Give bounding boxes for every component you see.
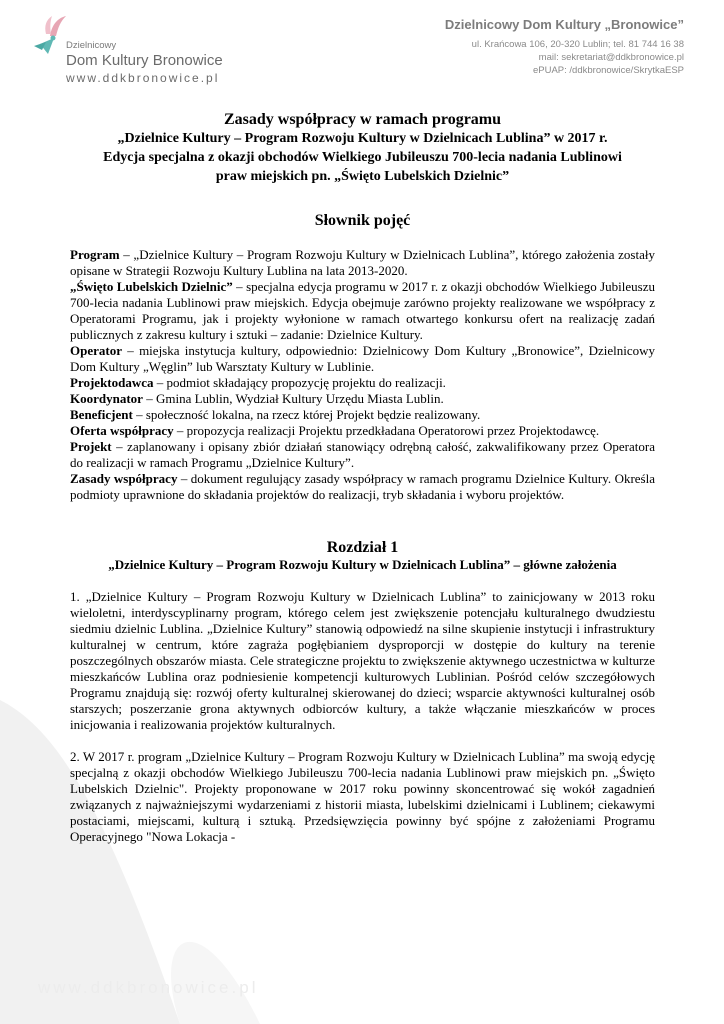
glossary-term: Projekt [70,439,112,454]
footer-watermark-url: www.ddkbronowice.pl [38,978,259,997]
glossary-definition: – miejska instytucja kultury, odpowiednio: Dzielnicowy Dom Kultury „Bronowice”, Dzielnicowy Dom Kultury „Węglin” lub Warsztaty Kultury w Lublinie. [70,343,655,374]
glossary-term: Operator [70,343,122,358]
title-line-1: Zasady współpracy w ramach programu [223,111,502,128]
chapter-paragraph-2: 2. W 2017 r. program „Dzielnice Kultury – Program Rozwoju Kultury w Dzielnicach Lublina” ma swoją edycję specjalną z okazji obchodów Wielkiego Jubileuszu 700-lecia nadania Lublinowi praw miejskich pn. „Święto Lubelskich Dzielnic". Projekty proponowane w 2017 roku powinny skoncentrować się wokół zagadnień związanych z najważniejszymi wydarzeniami z historii miasta, lubelskimi dzielnicami i Lublinem; ciekawymi postaciami, miejscami, kulturą i sztuką. Przedsięwzięcia powinny być spójne z założeniami Programu Operacyjnego "Nowa Lokacja - [70,749,655,844]
glossary-definition: – zaplanowany i opisany zbiór działań stanowiący odrębną całość, zakwalifikowany przez Operatora do realizacji w ramach Programu „Dzielnice Kultury”. [70,439,655,470]
logo-bird-icon [34,14,68,64]
document-title [70,110,655,186]
logo-name: Dom Kultury Bronowice [66,52,223,69]
organization-name: Dzielnicowy Dom Kultury „Bronowice” [444,17,684,32]
title-line-3: Edycja specjalna z okazji obchodów Wielkiego Jubileuszu 700-lecia nadania Lublinowi [103,150,622,165]
glossary-definition: – „Dzielnice Kultury – Program Rozwoju Kultury w Dzielnicach Lublina”, którego założenia zostały opisane w Strategii Rozwoju Kultury Lublina na lata 2013-2020. [70,247,655,278]
glossary-heading: Słownik pojęć [314,212,411,229]
glossary-definition: – dokument regulujący zasady współpracy w ramach programu Dzielnice Kultury. Określa podmioty uprawnione do składania projektów do realizacji, tryb składania i wyboru projektów. [70,471,655,502]
glossary-term: Program [70,247,120,262]
glossary-list [70,247,655,503]
glossary-term: Oferta współpracy [70,423,174,438]
glossary-item [70,375,655,391]
glossary-definition: – społeczność lokalna, na rzecz której Projekt będzie realizowany. [132,407,481,422]
glossary-item [70,407,655,423]
glossary-item [70,439,655,471]
logo-small-text: Dzielnicowy [66,40,117,51]
glossary-item [70,247,655,279]
title-line-2: „Dzielnice Kultury – Program Rozwoju Kultury w Dzielnicach Lublina” w 2017 r. [117,131,608,146]
chapter-paragraph-1: 1. „Dzielnice Kultury – Program Rozwoju Kultury w Dzielnicach Lublina” to zainicjowany w 2013 roku wieloletni, interdyscyplinarny program, którego celem jest zwiększenie potencjału kulturalnego dwudziestu siedmiu dzielnic Lublina. „Dzielnice Kultury” stanowią odpowiedź na silne skupienie instytucji i infrastruktury kulturalnej w centrum, które zagraża pogłębianiem dysproporcji w dostępie do kultury na terenie poszczególnych obszarów miasta. Cele strategiczne projektu to zwiększenie aktywnego uczestnictwa w kulturze mieszkańców Lublina oraz podniesienie kompetencji kulturowych Lublinian. Pośród celów szczegółowych Programu znajdują się: rozwój oferty kulturalnej skierowanej do dzieci; wsparcie aktywności kulturalnej osób starszych; poszerzanie grona aktywnych odbiorców kultury, a także włączanie mieszkańców w proces inicjowania i realizowania projektów kulturalnych. [70,589,655,732]
glossary-definition: – Gmina Lublin, Wydział Kultury Urzędu Miasta Lublin. [142,391,444,406]
glossary-definition: – specjalna edycja programu w 2017 r. z okazji obchodów Wielkiego Jubileuszu 700-lecia nadania Lublinowi praw miejskich. Edycja obejmuje zarówno projekty realizowane we współpracy z Operatorami Programu, jak i projekty wyłonione w ramach otwartego konkursu ofert na realizację zadań publicznych z zakresu kultury i sztuki – zadanie: Dzielnice Kultury. [70,279,655,342]
glossary-term: Koordynator [70,391,143,406]
glossary-item [70,471,655,503]
chapter-subheading: „Dzielnice Kultury – Program Rozwoju Kultury w Dzielnicach Lublina” – główne założenia [108,557,617,572]
glossary-term: Projektodawca [70,375,154,390]
document-body [70,110,655,845]
logo-url: www.ddkbronowice.pl [66,71,220,85]
title-line-4: praw miejskich pn. „Święto Lubelskich Dzielnic” [215,169,510,184]
letterhead [0,0,724,100]
organization-epuap: ePUAP: /ddkbronowice/SkrytkaESP [532,65,684,76]
glossary-item [70,279,655,343]
organization-address: ul. Krańcowa 106, 20-320 Lublin; tel. 81 744 16 38 [471,39,684,50]
glossary-term: Zasady współpracy [70,471,178,486]
glossary-item [70,423,655,439]
glossary-definition: – propozycja realizacji Projektu przedkładana Operatorowi przez Projektodawcę. [173,423,600,438]
organization-contact-block [445,17,684,77]
glossary-item [70,343,655,375]
glossary-term: Beneficjent [70,407,133,422]
chapter-heading: Rozdział 1 [326,539,399,556]
organization-email: mail: sekretariat@ddkbronowice.pl [538,52,684,63]
glossary-item [70,391,655,407]
glossary-definition: – podmiot składający propozycję projektu do realizacji. [153,375,446,390]
glossary-term: „Święto Lubelskich Dzielnic” [70,279,233,294]
